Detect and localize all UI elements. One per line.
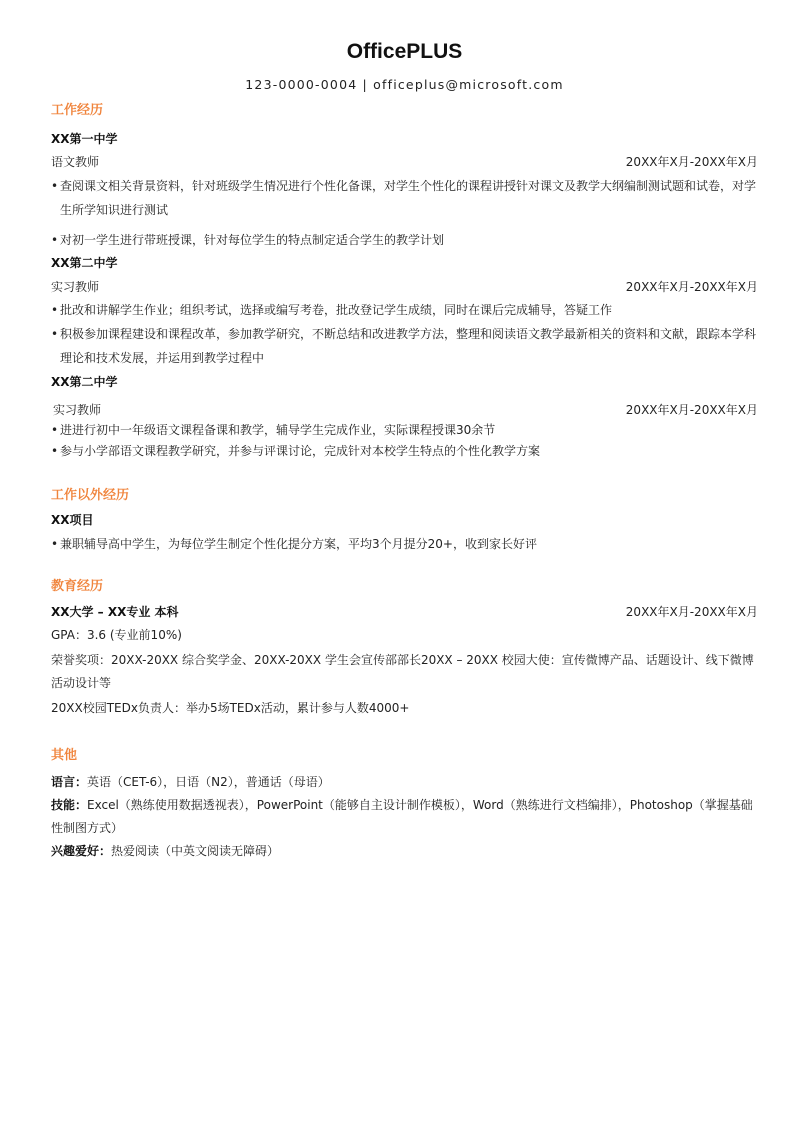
bullet-dot: • — [51, 179, 59, 193]
job-2-bullets — [51, 298, 758, 370]
list-item — [51, 420, 758, 441]
bullet-text: 积极参加课程建设和课程改革，参加教学研究，不断总结和改进教学方法，整理和阅读语文教学最新相关的资料和文献，跟踪本学科理论和技术发展，并运用到教学过程中 — [60, 327, 757, 365]
bullet-dot: • — [51, 444, 59, 458]
other-bullets — [51, 532, 758, 556]
list-item — [51, 298, 758, 322]
bullet-text: 查阅课文相关背景资料，针对班级学生情况进行个性化备课，对学生个性化的课程讲授针对课文及教学大纲编制测试题和试卷，对学生所学知识进行测试 — [60, 179, 757, 217]
section-title-work: 工作经历 — [51, 103, 104, 118]
job-role: 语文教师 — [51, 155, 100, 169]
bullet-dot: • — [51, 327, 59, 341]
contact-line: 123-0000-0004 | officeplus@microsoft.com — [245, 77, 564, 92]
skills-line — [51, 794, 758, 840]
bullet-text: 对初一学生进行带班授课，针对每位学生的特点制定适合学生的教学计划 — [60, 233, 445, 247]
skills-value: Excel（熟练使用数据透视表），PowerPoint（能够自主设计制作模板），Word（熟练进行文档编排），Photoshop（掌握基础性制图方式） — [51, 798, 753, 835]
gpa-line: GPA：3.6 (专业前10%) — [51, 628, 182, 642]
job-date: 20XX年X月-20XX年X月 — [625, 280, 758, 294]
job-1-meta — [51, 152, 758, 172]
hobby-label: 兴趣爱好： — [51, 844, 112, 858]
job-date: 20XX年X月-20XX年X月 — [625, 403, 758, 417]
job-3-bullets — [51, 420, 758, 462]
section-title-misc: 其他 — [51, 748, 78, 763]
job-2-meta — [51, 277, 758, 297]
job-org: XX第二中学 — [51, 375, 118, 389]
resume-name: OfficePLUS — [346, 40, 463, 63]
hobby-line — [51, 840, 758, 863]
misc-details — [51, 771, 758, 863]
list-item — [51, 228, 758, 252]
language-value: 英语（CET-6），日语（N2），普通话（母语） — [87, 775, 330, 789]
job-3 — [51, 372, 758, 392]
language-label: 语言： — [51, 775, 88, 789]
education-school-row — [51, 602, 758, 622]
job-3-meta — [51, 400, 758, 420]
job-1-bullets — [51, 174, 758, 252]
job-org: XX第一中学 — [51, 132, 118, 146]
education-date: 20XX年X月-20XX年X月 — [625, 605, 758, 619]
education-details — [51, 624, 758, 720]
list-item — [51, 322, 758, 370]
job-org: XX第二中学 — [51, 256, 118, 270]
bullet-text: 批改和讲解学生作业；组织考试，选择或编写考卷，批改登记学生成绩，同时在课后完成辅导，答疑工作 — [60, 303, 613, 317]
project-org: XX项目 — [51, 513, 94, 527]
work-section — [51, 101, 758, 121]
job-role: 实习教师 — [51, 280, 100, 294]
other-project — [51, 510, 758, 530]
education-section — [51, 577, 758, 597]
bullet-text: 进进行初中一年级语文课程备课和教学，辅导学生完成作业，实际课程授课30余节 — [60, 423, 496, 437]
bullet-dot: • — [51, 423, 59, 437]
bullet-dot: • — [51, 537, 59, 551]
bullet-dot: • — [51, 233, 59, 247]
job-2 — [51, 253, 758, 273]
misc-section — [51, 746, 758, 766]
bullet-dot: • — [51, 303, 59, 317]
list-item — [51, 532, 758, 556]
tedx-line: 20XX校园TEDx负责人：举办5场TEDx活动，累计参与人数4000+ — [51, 701, 410, 715]
bullet-text: 参与小学部语文课程教学研究，并参与评课讨论，完成针对本校学生特点的个性化教学方案 — [60, 444, 541, 458]
job-role: 实习教师 — [53, 403, 102, 417]
honors-line: 荣誉奖项：20XX-20XX 综合奖学金、20XX-20XX 学生会宣传部部长20XX – 20XX 校园大使：宣传微博产品、话题设计、线下微博活动设计等 — [51, 653, 754, 690]
skills-label: 技能： — [51, 798, 88, 812]
job-date: 20XX年X月-20XX年X月 — [625, 155, 758, 169]
other-section — [51, 486, 758, 506]
list-item — [51, 174, 758, 222]
job-1 — [51, 129, 758, 149]
hobby-value: 热爱阅读（中英文阅读无障碍） — [111, 844, 280, 858]
language-line — [51, 771, 758, 794]
bullet-text: 兼职辅导高中学生，为每位学生制定个性化提分方案，平均3个月提分20+，收到家长好评 — [60, 537, 537, 551]
section-title-other: 工作以外经历 — [51, 488, 130, 503]
list-item — [51, 441, 758, 462]
school-name: XX大学 – XX专业 本科 — [51, 605, 179, 619]
section-title-education: 教育经历 — [51, 579, 104, 594]
